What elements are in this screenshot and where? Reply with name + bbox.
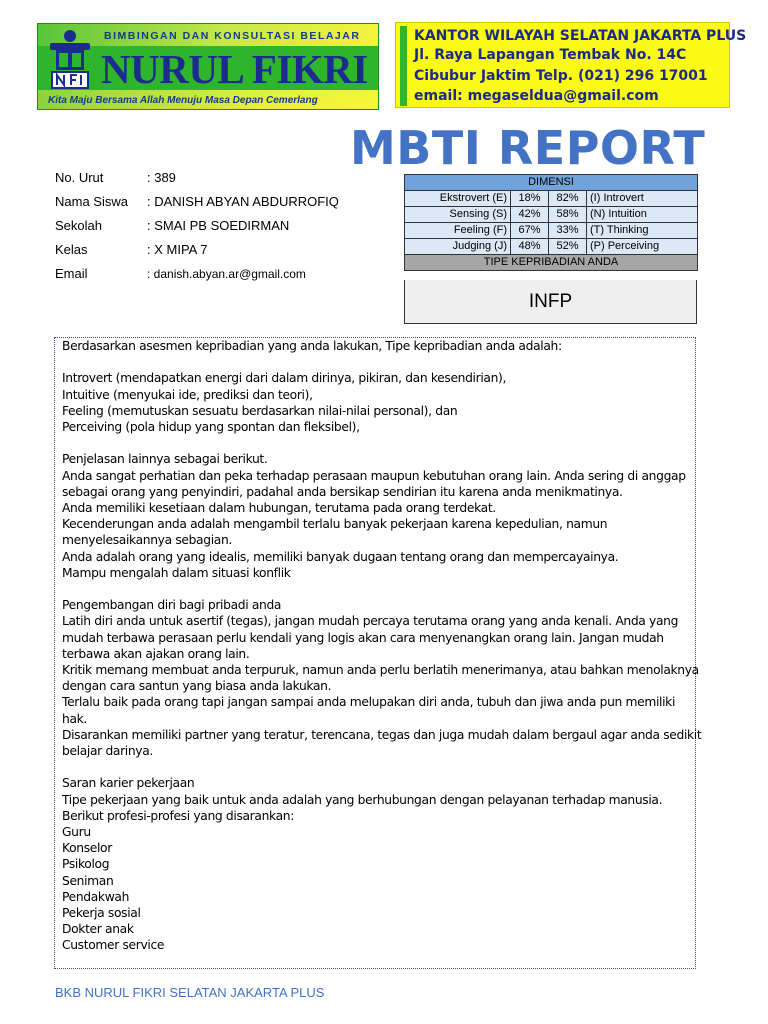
- narrative-line: Berikut profesi-profesi yang disarankan:: [62, 808, 294, 823]
- dimension-left-percent: 48%: [511, 239, 549, 255]
- dimension-left-percent: 42%: [511, 207, 549, 223]
- narrative-line: mudah terbawa perasaan perlu kendali yang logis akan cara menyenangkan orang lain. Jangan mudah: [62, 630, 664, 645]
- info-row-kelas: [55, 242, 207, 258]
- narrative-line: Feeling (memutuskan sesuatu berdasarkan nilai-nilai personal), dan: [62, 403, 458, 418]
- dimension-right-percent: 82%: [549, 191, 587, 207]
- dimension-right-percent: 58%: [549, 207, 587, 223]
- narrative-line: Anda adalah orang yang idealis, memiliki banyak dugaan tentang orang dan mempercayainya.: [62, 549, 619, 564]
- personality-type-header: TIPE KEPRIBADIAN ANDA: [405, 255, 698, 271]
- dimension-row: [405, 207, 698, 223]
- narrative-line: Pengembangan diri bagi pribadi anda: [62, 598, 282, 613]
- narrative-line: Berdasarkan asesmen kepribadian yang anda lakukan, Tipe kepribadian anda adalah:: [62, 339, 562, 353]
- nurul-fikri-logo-icon: [44, 28, 96, 92]
- info-value: : DANISH ABYAN ABDURROFIQ: [147, 194, 339, 209]
- narrative-line: Dokter anak: [62, 922, 134, 937]
- office-name: KANTOR WILAYAH SELATAN JAKARTA PLUS: [414, 28, 747, 44]
- narrative-line: Latih diri anda untuk asertif (tegas), jangan mudah percaya terutama orang yang anda kenali. Anda yang: [62, 614, 679, 629]
- page-title: MBTI REPORT: [350, 121, 706, 175]
- dimension-right-label: (T) Thinking: [587, 223, 698, 239]
- dimension-left-label: Sensing (S): [405, 207, 511, 223]
- dimension-row: [405, 239, 698, 255]
- narrative-line: Konselor: [62, 841, 112, 856]
- brand-motto: Kita Maju Bersama Allah Menuju Masa Depan Cemerlang: [48, 95, 318, 106]
- office-banner: [395, 22, 747, 108]
- narrative-line: terbawa akan ajakan orang lain.: [62, 646, 250, 661]
- info-label: Email: [55, 266, 88, 281]
- dimension-left-label: Ekstrovert (E): [405, 191, 511, 207]
- narrative-line: Intuitive (menyukai ide, prediksi dan teori),: [62, 387, 313, 402]
- narrative-line: Pekerja sosial: [62, 906, 141, 921]
- narrative-line: Anda memiliki kesetiaan dalam hubungan, terutama pada orang terdekat.: [62, 501, 496, 515]
- personality-type-header-row: [405, 255, 698, 271]
- narrative-line: Anda sangat perhatian dan peka terhadap perasaan maupun kebutuhan orang lain. Anda sering di anggap: [62, 468, 686, 483]
- dimension-left-percent: 18%: [511, 191, 549, 207]
- info-row-email: [55, 266, 306, 282]
- dimension-right-percent: 52%: [549, 239, 587, 255]
- narrative-line: Tipe pekerjaan yang baik untuk anda adalah yang berhubungan dengan pelayanan terhadap manusia.: [62, 792, 663, 807]
- narrative-line: Guru: [62, 825, 91, 840]
- narrative-spacer: [62, 354, 695, 370]
- narrative-line: dengan cara santun yang biasa anda lakukan.: [62, 679, 332, 694]
- info-label: Sekolah: [55, 218, 102, 233]
- narrative-line: Kritik memang membuat anda terpuruk, namun anda perlu berlatih menerimanya, atau bahkan menolaknya: [62, 663, 699, 678]
- info-row-no-urut: [55, 170, 176, 186]
- office-banner-accent-bar: [400, 26, 407, 106]
- brand-banner: [37, 23, 379, 110]
- info-value: : 389: [147, 170, 176, 185]
- dimension-left-percent: 67%: [511, 223, 549, 239]
- narrative-line: Seniman: [62, 873, 114, 888]
- narrative-line: menyelesaikannya sebagian.: [62, 533, 232, 548]
- narrative-box: [54, 337, 702, 969]
- narrative-line: Disarankan memiliki partner yang teratur, terencana, tegas dan juga mudah dalam bergaul agar anda sedikit: [62, 727, 702, 742]
- office-phone: Cibubur Jaktim Telp. (021) 296 17001: [414, 68, 708, 84]
- dimension-right-label: (P) Perceiving: [587, 239, 698, 255]
- narrative-line: Perceiving (pola hidup yang spontan dan fleksibel),: [62, 420, 360, 434]
- info-label: Kelas: [55, 242, 88, 257]
- narrative-line: Psikolog: [62, 857, 110, 872]
- dimension-right-label: (I) Introvert: [587, 191, 698, 207]
- info-row-nama-siswa: [55, 194, 339, 210]
- info-label: Nama Siswa: [55, 194, 128, 209]
- dimension-row: [405, 191, 698, 207]
- dimension-right-label: (N) Intuition: [587, 207, 698, 223]
- dimension-left-label: Feeling (F): [405, 223, 511, 239]
- narrative-spacer: [62, 581, 695, 597]
- info-value: : SMAI PB SOEDIRMAN: [147, 218, 290, 233]
- narrative-line: Saran karier pekerjaan: [62, 776, 195, 791]
- brand-tagline: BIMBINGAN DAN KONSULTASI BELAJAR: [104, 30, 361, 42]
- dimension-row: [405, 223, 698, 239]
- narrative-line: Introvert (mendapatkan energi dari dalam dirinya, pikiran, dan kesendirian),: [62, 371, 507, 386]
- info-value: : danish.abyan.ar@gmail.com: [147, 267, 306, 281]
- office-address: Jl. Raya Lapangan Tembak No. 14C: [414, 47, 687, 63]
- dimension-table-header: DIMENSI: [405, 175, 698, 191]
- dimension-table: [404, 174, 698, 271]
- narrative-spacer: [62, 435, 695, 451]
- info-label: No. Urut: [55, 170, 104, 185]
- info-row-sekolah: [55, 218, 289, 234]
- personality-type-value: INFP: [404, 280, 697, 324]
- brand-name: NURUL FIKRI: [101, 46, 368, 92]
- dimension-left-label: Judging (J): [405, 239, 511, 255]
- narrative-line: belajar darinya.: [62, 744, 153, 759]
- narrative-line: Customer service: [62, 938, 165, 953]
- narrative-line: Mampu mengalah dalam situasi konflik: [62, 565, 291, 580]
- narrative-line: Kecenderungan anda adalah mengambil terlalu banyak pekerjaan karena kepedulian, namun: [62, 517, 608, 532]
- narrative-line: Terlalu baik pada orang tapi jangan sampai anda melupakan diri anda, tubuh dan jiwa anda pun memiliki: [62, 695, 676, 710]
- narrative-line: Pendakwah: [62, 889, 130, 904]
- narrative-line: Penjelasan lainnya sebagai berikut.: [62, 452, 268, 467]
- narrative-line: sebagai orang yang penyindiri, padahal anda bersikap sendirian itu karena anda menikmatinya.: [62, 484, 623, 499]
- office-email: email: megaseldua@gmail.com: [414, 88, 659, 104]
- footer-text: BKB NURUL FIKRI SELATAN JAKARTA PLUS: [55, 985, 325, 1000]
- narrative-spacer: [62, 759, 695, 775]
- dimension-right-percent: 33%: [549, 223, 587, 239]
- narrative-line: hak.: [62, 711, 87, 726]
- info-value: : X MIPA 7: [147, 242, 208, 257]
